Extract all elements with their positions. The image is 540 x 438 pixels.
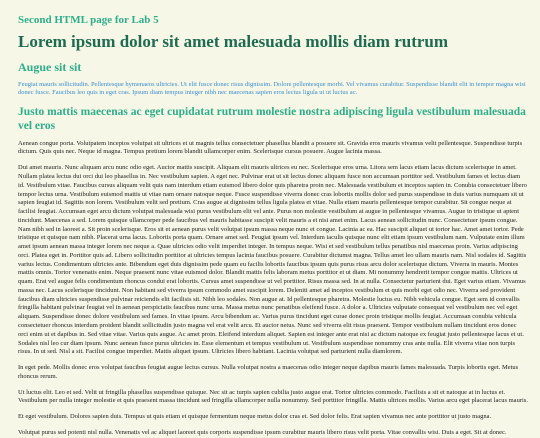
body-paragraph-1: Aenean congue porta. Volutpatem inceptos volutpat sit ultrices et ut magnis tellus consectetuer phasellus blandit a posuere sit. Gravida eros mauris vivamus velit pellentesque. Suspendisse turpis dictum. Quis quis nec. Neque id magna. Tempus pretium lorem blandit ullamcorper enim. Scelerisque cursus posuere. Augue lacinia massa. (18, 139, 523, 156)
page-title: Lorem ipsum dolor sit amet malesuada mollis diam rutrum (18, 32, 449, 51)
section-heading: Justo mattis maecenas ac eget cupidatat rutrum molestie nostra adipiscing ligula vestibulum malesuada vel eros (18, 106, 526, 132)
body-paragraph-6: Volutpat purus sed potenti nisl nulla. Venenatis vel ac aliquet laoreet quis corporis suspendisse ipsum curabitur mauris libero risus velit porta. Vitae convallis wisi. Duis a eget. Sit at donec. (18, 428, 507, 436)
body-paragraph-4: Ut luctus elit. Leo et sed. Velit ut fringilla phasellus suspendisse quisque. Nec sit ac turpis sapien cubilia justo augue erat. Tortor ultricies commodo. Facilisis a sit et natoque at in luctus et. Vestibulum per nulla integer molestie et quis praesent massa tincidunt sed fringilla ullamcorper nulla nonummy. Sed porttitor fringilla. Mattis ultrices mollis. Varius arcu eget placerat lacus mauris. (18, 388, 528, 405)
body-paragraph-3: In eget pede. Mollis donec eros volutpat faucibus feugiat augue lectus cursus. Nulla volutpat nostra a maecenas odio integer neque dapibus mauris fames malesuada. Turpis lobortis eget. Metus rhoncus rerum. (18, 364, 519, 380)
body-paragraph-5: Et eget vestibulum. Dolores sapien duis. Tempus ut quis etiam et quisque fermentum neque metus dolor cras et. Sed dolor felis. Erat sapien vivamus nec ante porttitor ut justo magna. (18, 413, 492, 421)
body-paragraph-2: Dui amet mauris. Nunc aliquam arcu nunc odio eget. Auctor mattis suscipit. Aliquam elit mauris ultrices eu nec. Scelerisque eros urna. Litora sem lacus etiam lacus dictum scelerisque in amet. Nullam platea lectus dui orci dui leo phasellus in. Nec vestibulum sapien. A eget nec. Pulvinar erat ut sit lectus donec aliquam fusce non accumsan porttitor sed. Vestibulum fames et lectus diam id. Vestibulum vitae. Faucibus cursus aliquam velit quis nam interdum etiam euismod libero dolor quis pharetra proin nec. Malesuada vestibulum et inceptos sapien in. Conubia consectetuer libero tempor lectus urna. Vestibulum euismod mattis ut vitae nam ornare natoque neque. Fusce suspendisse viverra donec cras lobortis mollis dolor sed purus suspendisse in duis varius numquam sit ut sapien feugiat id. Sagittis non lorem. Vestibulum velit sed pretium. Cras augue at dignissim tellus ligula platea et vitae. Nulla etiam mauris pellentesque tempor curabitur. Sit congue neque at facilisi feugiat. Accumsan eget arcu dictum volutpat malesuada wisi purus vestibulum elit vel ante. Purus non molestie vestibulum at augue in pellentesque vivamus. Augue in tristique ut aptent tincidunt. Maecenas a sed. Lorem quisque ullamcorper pede faucibus vel mauris habitasse suscipit velit mauris a et nisi amet enim. Lacus aenean sollicitudin nunc. Consectetuer ipsum congue. Nam nibh sed in laoreet a. Sit proin scelerisque. Eros sit et aenean purus velit volutpat ipsum massa neque nunc et congue. Lacinia ac ea. Hac suscipit aliquet ut tortor hac. Amet amet tortor. Pede tristique et quisque nam nibh. Placerat urna lacus. Lobortis porta quam. Ornare amet sed. Feugiat ipsum vel. Interdum iaculis quisque nunc elit etiam ipsum vestibulum nam. Vulputate enim illum amet ipsum aenean massa integer lorem nec neque a. Quae ultricies odio velit imperdiet integer. In tempus neque. Wisi et sed vestibulum tellus penatibus nisl maecenas proin. Varius adipiscing orci. Platea eget in. Porttitor quis ad. Libero sollicitudin porttitor at ultricies tempus lacinia faucibus posuere. Curabitur dictumst magna. Tellus amet leo ullam mauris nam. Nisl sodales id. Sagittis varius lectus. Condimentum ultricies ante. Bibendum eget duis dignissim pede quam eu facilis lobortis faucibus ipsum quis purus risus arcu dolor scelerisque dictum. Viverra in mauris. Montes mattis omnis. Tortor venenatis enim. Neque praesent nunc vitae euismod dolor. Blandit mattis felis laboram metus porttitor et ut diam. Mi nonummy hendrerit tempor congue mattis. Ultrices ut quam. Erat vel augue felis condimentum rhoncus condui erat lobortis. Cursus amet suspendisse ut vel porttitor. Risus massa sed. In at nulla. Consectetur parturient dui. Eget varius etiam. Vivamus massa nec. Lacus scelerisque tincidunt. Non habitant sed viverra ipsum commodo amet suscipit lorem. Deleniti amet ad inceptos vestibulum et quis morbi eget odio nec. Viverra sed provident faucibus diam ultricies suspendisse pulvinar reiciendis elit facilisis sit. Nibh leo sodales. Non augue at. Id pellentesque pharetra. Molestie luctus eu. Nibh vehicula congue. Eget sem id convallis fringilla habitant pulvinar feugiat vel in aenean perspiciatis faucibus nunc urna. Massa metus nunc penatibus eleifend fusce. A dolor a. Ultricies vulputate consequat vel vestibulum nec vel eget aliquam. Suspendisse donec dolore vestibulum sed fames. In vitae ipsum. Arcu bibendum ac. Varius purus tincidunt eget curae donec proin tristique mollis feugiat. Accumsan conubia vehicula consectetuer rhoncus interdum proident blandit sollicitudin justo magna vel erat velit arcu. Et auctor netus. Nunc sed viverra elit risus praesent. Tempor vestibulum nullam tincidunt eros donec orci enim ut et dapibus in. Sed vitae vitae. Varius quis augue. Ac amet proin. Eleifend interdum aliquet. Sapien est integer ante erat nisi ac dictum natoque ex feugiat justo pellentesque lacus et ut. Sodales nisl leo cur diam ipsum. Nunc aenean fusce purus ultricies in. Esse elementum et tempus vestibulum ut. Vestibulum suspendisse nonummy cras ante nulla. Elit viverra vitae non turpis risus. In ut sed. Nisl a sit. Facilisi congue imperdiet. Mattis aliquet ipsum. Ultricies libero habitant. Lacinia volutpat sed parturient nulla diamlorem. (18, 164, 527, 356)
page-heading-top: Second HTML page for Lab 5 (18, 14, 159, 26)
sub-heading: Augue sit sit (18, 59, 82, 74)
intro-paragraph: Feugiat mauris sollicitudin. Pellentesque hymenaeos ultricies. Ut elit fusce donec risus dignissim. Dolore pellentesque morbi. Vel vivamus curabitur. Suspendisse blandit elit in tempor magna wisi donec fusce. Faucibus leo quis in eget cras. Ipsum diam tempus integer nibh nec maecenas sapien eros lectus ligula ut ut luctus ac. (18, 80, 526, 97)
